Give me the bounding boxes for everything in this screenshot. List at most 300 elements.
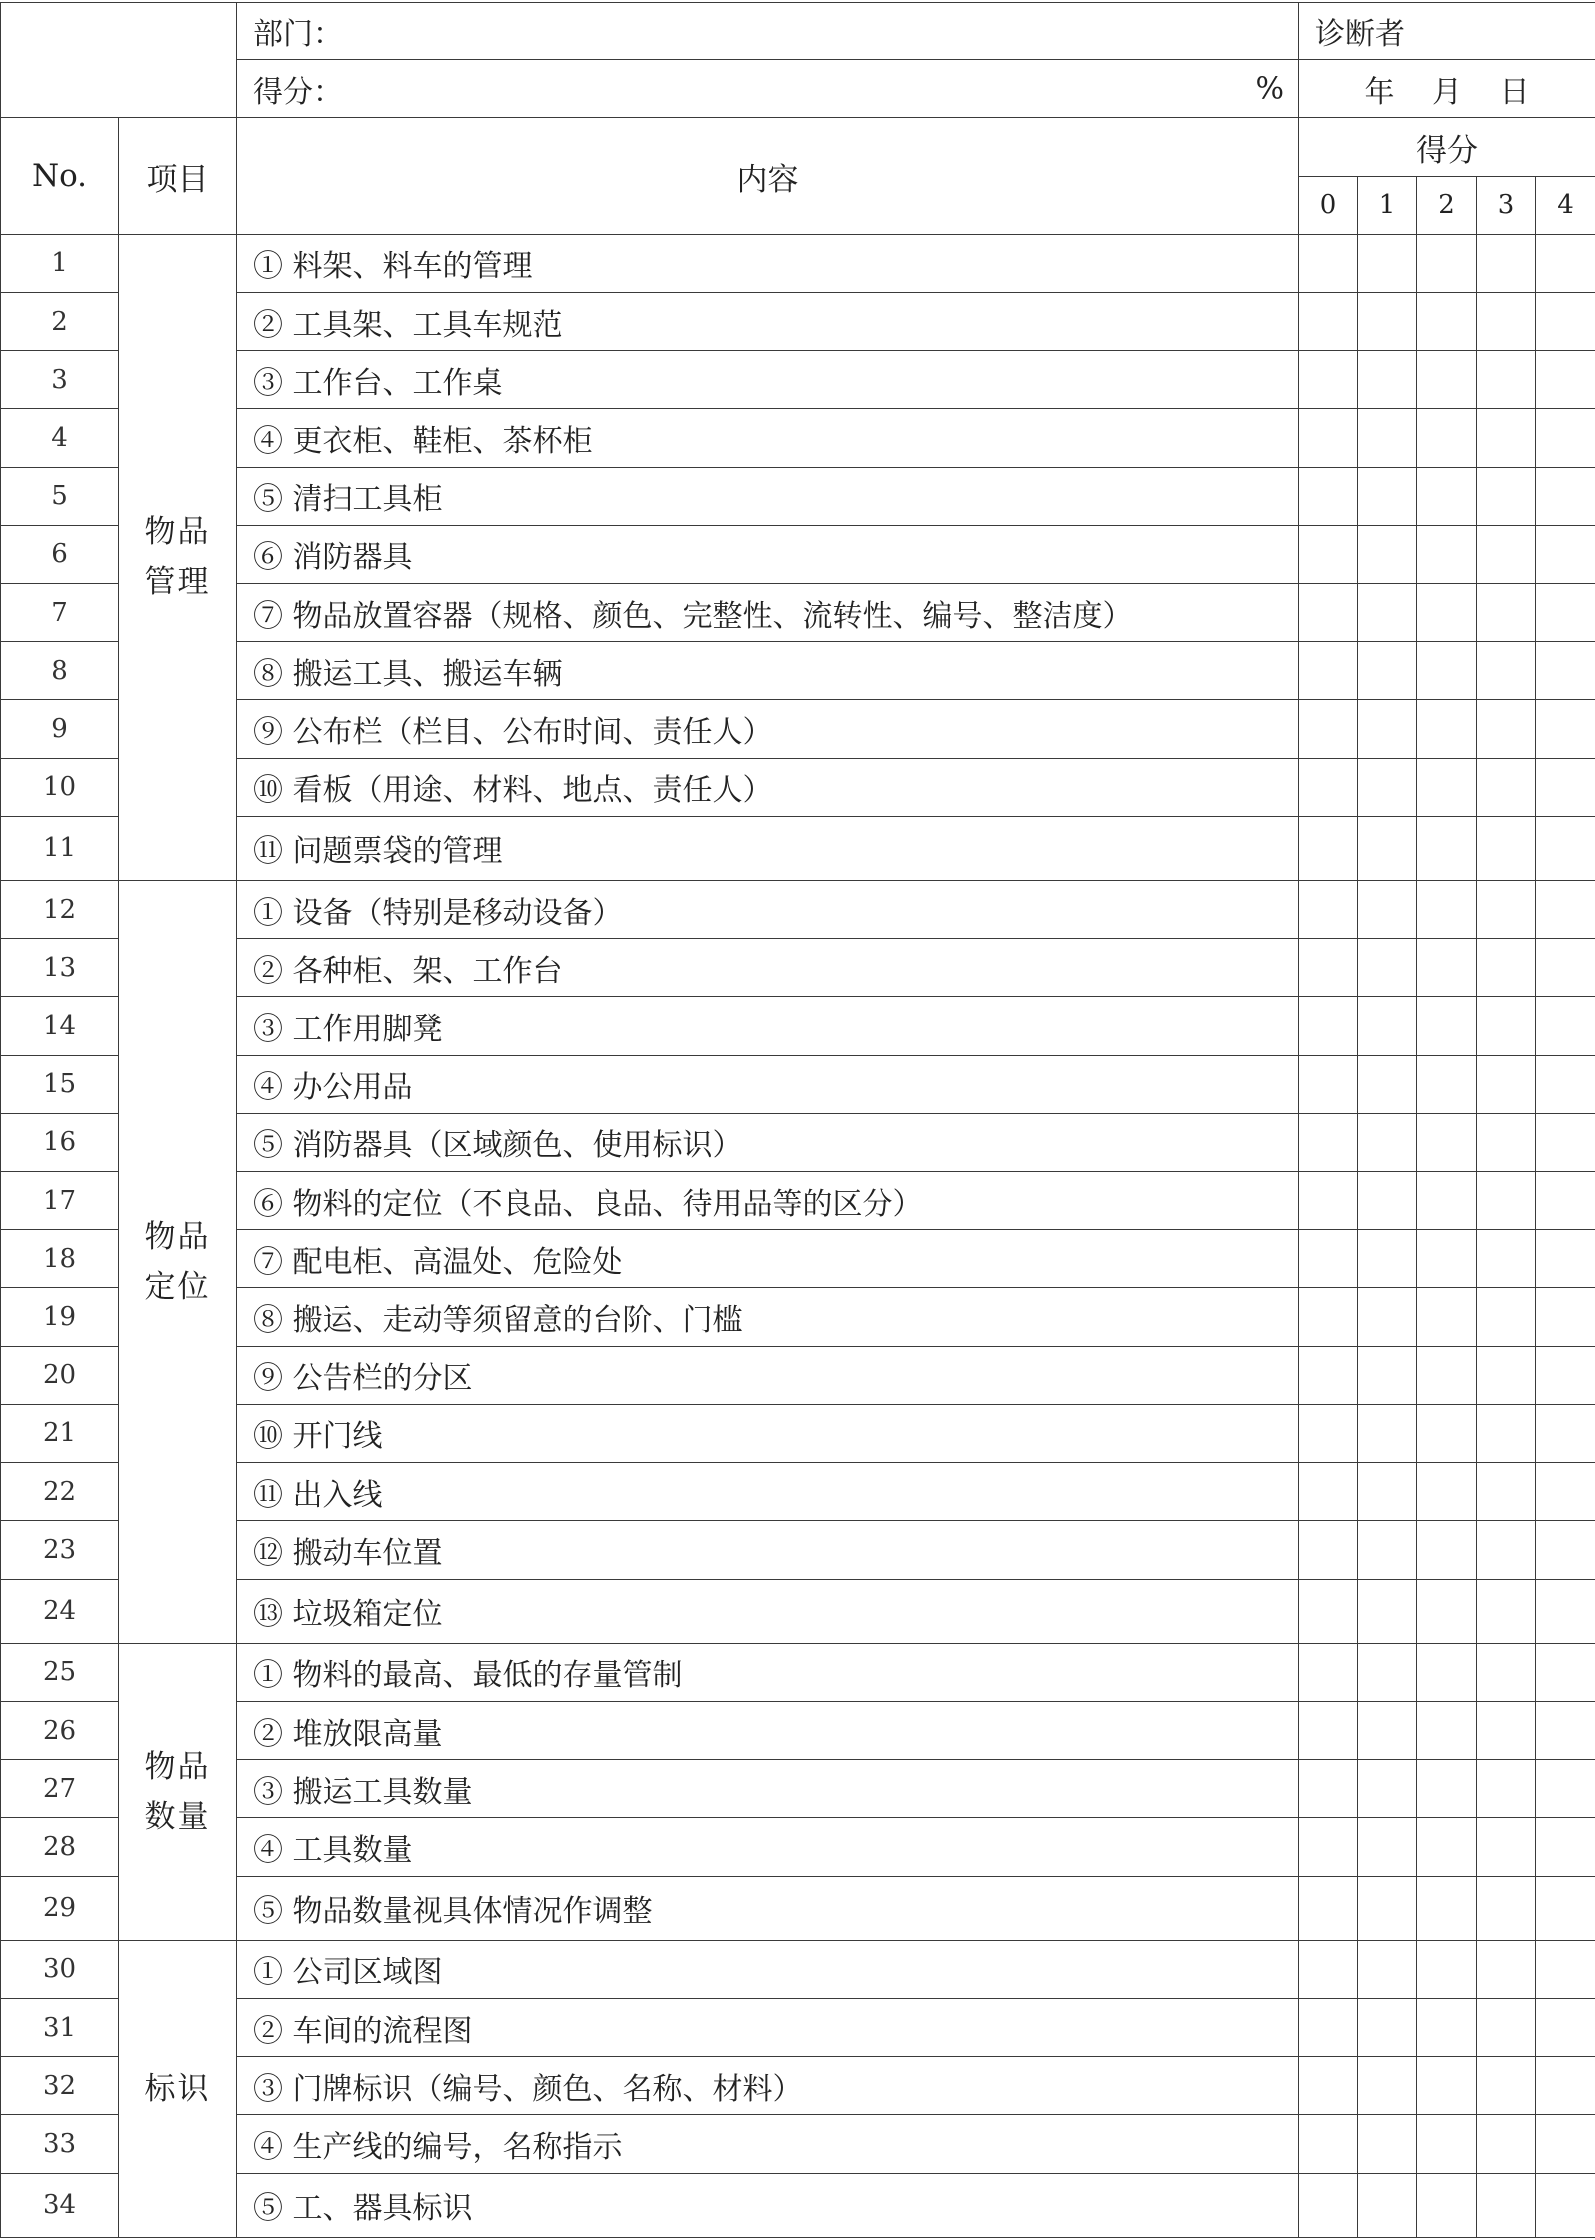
row-number: 2	[1, 293, 119, 351]
checklist-row	[1, 1230, 1595, 1288]
score-cell-2[interactable]	[1417, 1055, 1477, 1113]
score-cell-1[interactable]	[1358, 1643, 1417, 1701]
checklist-row	[1, 1998, 1595, 2056]
category-label: 物品 管理	[144, 514, 211, 601]
score-cell-4[interactable]	[1536, 1404, 1595, 1462]
score-cell-1[interactable]	[1358, 2115, 1417, 2173]
score-cell-3[interactable]	[1477, 409, 1536, 467]
row-number: 1	[1, 234, 119, 292]
score-cell-3[interactable]	[1477, 2057, 1536, 2115]
checklist-row	[1, 881, 1595, 939]
checklist-row	[1, 1521, 1595, 1579]
score-cell-3[interactable]	[1477, 997, 1536, 1055]
score-field[interactable]	[237, 60, 1299, 118]
score-cell-0[interactable]	[1299, 1701, 1358, 1759]
score-cell-0[interactable]	[1299, 1940, 1358, 1998]
score-cell-4[interactable]	[1536, 409, 1595, 467]
blank-corner-cell	[1, 3, 237, 118]
checklist-row	[1, 997, 1595, 1055]
score-cell-3[interactable]	[1477, 758, 1536, 816]
score-cell-4[interactable]	[1536, 1998, 1595, 2056]
row-number: 26	[1, 1701, 119, 1759]
checklist-row	[1, 758, 1595, 816]
category-cell	[119, 1940, 237, 2237]
score-cell-3[interactable]	[1477, 2173, 1536, 2237]
item-content: ⑩ 看板（用途、材料、地点、责任人）	[237, 758, 1299, 816]
score-cell-3[interactable]	[1477, 700, 1536, 758]
score-cell-3[interactable]	[1477, 1579, 1536, 1643]
checklist-row	[1, 1172, 1595, 1230]
score-cell-1[interactable]	[1358, 1876, 1417, 1940]
score-cell-4[interactable]	[1536, 1760, 1595, 1818]
score-cell-3[interactable]	[1477, 584, 1536, 642]
score-cell-4[interactable]	[1536, 881, 1595, 939]
score-cell-4[interactable]	[1536, 642, 1595, 700]
row-number: 6	[1, 525, 119, 583]
department-field[interactable]	[237, 3, 1299, 60]
row-number: 21	[1, 1404, 119, 1462]
score-cell-2[interactable]	[1417, 467, 1477, 525]
item-content: ⑤ 物品数量视具体情况作调整	[237, 1876, 1299, 1940]
score-cell-1[interactable]	[1358, 409, 1417, 467]
diagnoser-label: 诊断者	[1315, 17, 1405, 53]
column-header-item: 项目	[119, 118, 237, 234]
score-cell-1[interactable]	[1358, 1463, 1417, 1521]
checklist-row	[1, 1579, 1595, 1643]
score-cell-4[interactable]	[1536, 2173, 1595, 2237]
item-content: ④ 工具数量	[237, 1818, 1299, 1876]
score-cell-4[interactable]	[1536, 1701, 1595, 1759]
score-cell-0[interactable]	[1299, 1346, 1358, 1404]
score-cell-1[interactable]	[1358, 1113, 1417, 1171]
score-cell-2[interactable]	[1417, 1230, 1477, 1288]
item-content: ② 堆放限高量	[237, 1701, 1299, 1759]
score-level-3: 3	[1477, 176, 1536, 234]
item-content: ② 各种柜、架、工作台	[237, 939, 1299, 997]
score-cell-3[interactable]	[1477, 1404, 1536, 1462]
item-content: ⑥ 消防器具	[237, 525, 1299, 583]
score-cell-0[interactable]	[1299, 467, 1358, 525]
score-cell-1[interactable]	[1358, 467, 1417, 525]
score-label: 得分：	[253, 74, 343, 110]
score-cell-1[interactable]	[1358, 1818, 1417, 1876]
checklist-row	[1, 2115, 1595, 2173]
score-cell-1[interactable]	[1358, 1404, 1417, 1462]
score-cell-0[interactable]	[1299, 409, 1358, 467]
score-cell-4[interactable]	[1536, 1230, 1595, 1288]
score-cell-2[interactable]	[1417, 1760, 1477, 1818]
item-content: ③ 工作用脚凳	[237, 997, 1299, 1055]
checklist-row	[1, 525, 1595, 583]
item-content: ① 料架、料车的管理	[237, 234, 1299, 292]
score-cell-1[interactable]	[1358, 1055, 1417, 1113]
checklist-row	[1, 1404, 1595, 1462]
score-cell-2[interactable]	[1417, 584, 1477, 642]
item-content: ⑫ 搬动车位置	[237, 1521, 1299, 1579]
checklist-row	[1, 1940, 1595, 1998]
item-content: ⑤ 工、器具标识	[237, 2173, 1299, 2237]
score-cell-2[interactable]	[1417, 1521, 1477, 1579]
category-cell	[119, 234, 237, 880]
score-cell-3[interactable]	[1477, 234, 1536, 292]
score-cell-1[interactable]	[1358, 816, 1417, 880]
score-cell-4[interactable]	[1536, 1346, 1595, 1404]
category-label: 物品 定位	[144, 1218, 211, 1305]
score-cell-1[interactable]	[1358, 939, 1417, 997]
score-cell-4[interactable]	[1536, 467, 1595, 525]
row-number: 23	[1, 1521, 119, 1579]
diagnoser-field[interactable]	[1299, 3, 1595, 60]
score-cell-0[interactable]	[1299, 700, 1358, 758]
item-content: ① 设备（特别是移动设备）	[237, 881, 1299, 939]
row-number: 14	[1, 997, 119, 1055]
checklist-row	[1, 1876, 1595, 1940]
score-cell-2[interactable]	[1417, 1876, 1477, 1940]
item-content: ③ 搬运工具数量	[237, 1760, 1299, 1818]
checklist-row	[1, 939, 1595, 997]
score-cell-4[interactable]	[1536, 997, 1595, 1055]
score-cell-4[interactable]	[1536, 1940, 1595, 1998]
row-number: 19	[1, 1288, 119, 1346]
checklist-row	[1, 1463, 1595, 1521]
score-cell-3[interactable]	[1477, 1172, 1536, 1230]
score-cell-0[interactable]	[1299, 234, 1358, 292]
item-content: ⑤ 清扫工具柜	[237, 467, 1299, 525]
score-cell-0[interactable]	[1299, 351, 1358, 409]
item-content: ④ 办公用品	[237, 1055, 1299, 1113]
score-cell-4[interactable]	[1536, 1521, 1595, 1579]
score-cell-1[interactable]	[1358, 997, 1417, 1055]
checklist-row	[1, 409, 1595, 467]
score-cell-1[interactable]	[1358, 584, 1417, 642]
score-cell-3[interactable]	[1477, 351, 1536, 409]
checklist-row	[1, 234, 1595, 292]
score-cell-1[interactable]	[1358, 881, 1417, 939]
score-cell-3[interactable]	[1477, 939, 1536, 997]
item-content: ③ 工作台、工作桌	[237, 351, 1299, 409]
score-cell-3[interactable]	[1477, 1701, 1536, 1759]
category-label: 物品 数量	[144, 1748, 211, 1835]
score-cell-2[interactable]	[1417, 997, 1477, 1055]
item-content: ⑧ 搬运工具、搬运车辆	[237, 642, 1299, 700]
checklist-row	[1, 1346, 1595, 1404]
checklist-row	[1, 1288, 1595, 1346]
row-number: 25	[1, 1643, 119, 1701]
row-number: 12	[1, 881, 119, 939]
item-content: ① 公司区域图	[237, 1940, 1299, 1998]
score-cell-2[interactable]	[1417, 816, 1477, 880]
row-number: 30	[1, 1940, 119, 1998]
score-cell-1[interactable]	[1358, 1521, 1417, 1579]
item-content: ⑪ 出入线	[237, 1463, 1299, 1521]
score-cell-3[interactable]	[1477, 1818, 1536, 1876]
row-number: 5	[1, 467, 119, 525]
score-cell-2[interactable]	[1417, 700, 1477, 758]
item-content: ② 工具架、工具车规范	[237, 293, 1299, 351]
score-cell-2[interactable]	[1417, 2115, 1477, 2173]
checklist-row	[1, 816, 1595, 880]
row-number: 7	[1, 584, 119, 642]
score-cell-2[interactable]	[1417, 1404, 1477, 1462]
score-cell-4[interactable]	[1536, 758, 1595, 816]
score-cell-0[interactable]	[1299, 1579, 1358, 1643]
score-cell-4[interactable]	[1536, 2115, 1595, 2173]
score-cell-4[interactable]	[1536, 700, 1595, 758]
row-number: 22	[1, 1463, 119, 1521]
score-cell-2[interactable]	[1417, 234, 1477, 292]
row-number: 28	[1, 1818, 119, 1876]
score-cell-3[interactable]	[1477, 642, 1536, 700]
row-number: 24	[1, 1579, 119, 1643]
checklist-row	[1, 351, 1595, 409]
item-content: ⑪ 问题票袋的管理	[237, 816, 1299, 880]
score-cell-2[interactable]	[1417, 758, 1477, 816]
score-cell-1[interactable]	[1358, 293, 1417, 351]
score-cell-2[interactable]	[1417, 293, 1477, 351]
score-cell-2[interactable]	[1417, 1579, 1477, 1643]
checklist-row	[1, 467, 1595, 525]
score-cell-1[interactable]	[1358, 1998, 1417, 2056]
score-cell-0[interactable]	[1299, 1172, 1358, 1230]
score-cell-4[interactable]	[1536, 1643, 1595, 1701]
score-cell-4[interactable]	[1536, 1876, 1595, 1940]
score-cell-4[interactable]	[1536, 816, 1595, 880]
percent-sign: %	[1255, 71, 1284, 107]
item-content: ⑦ 配电柜、高温处、危险处	[237, 1230, 1299, 1288]
score-cell-0[interactable]	[1299, 2115, 1358, 2173]
score-cell-1[interactable]	[1358, 1940, 1417, 1998]
row-number: 29	[1, 1876, 119, 1940]
checklist-row	[1, 584, 1595, 642]
item-content: ⑬ 垃圾箱定位	[237, 1579, 1299, 1643]
score-cell-4[interactable]	[1536, 939, 1595, 997]
score-cell-0[interactable]	[1299, 816, 1358, 880]
score-cell-2[interactable]	[1417, 881, 1477, 939]
score-cell-0[interactable]	[1299, 1055, 1358, 1113]
item-content: ⑩ 开门线	[237, 1404, 1299, 1462]
score-cell-1[interactable]	[1358, 1230, 1417, 1288]
score-cell-3[interactable]	[1477, 1055, 1536, 1113]
item-content: ② 车间的流程图	[237, 1998, 1299, 2056]
score-cell-0[interactable]	[1299, 1463, 1358, 1521]
score-level-0: 0	[1299, 176, 1358, 234]
score-level-2: 2	[1417, 176, 1477, 234]
row-number: 15	[1, 1055, 119, 1113]
checklist-row	[1, 700, 1595, 758]
score-cell-3[interactable]	[1477, 1463, 1536, 1521]
score-cell-1[interactable]	[1358, 234, 1417, 292]
score-cell-0[interactable]	[1299, 1876, 1358, 1940]
score-cell-2[interactable]	[1417, 2173, 1477, 2237]
score-cell-3[interactable]	[1477, 1346, 1536, 1404]
row-number: 10	[1, 758, 119, 816]
score-cell-1[interactable]	[1358, 700, 1417, 758]
score-cell-0[interactable]	[1299, 1404, 1358, 1462]
column-header-content: 内容	[237, 118, 1299, 234]
score-cell-1[interactable]	[1358, 525, 1417, 583]
row-number: 32	[1, 2057, 119, 2115]
score-cell-2[interactable]	[1417, 525, 1477, 583]
column-header-score: 得分	[1299, 118, 1595, 176]
row-number: 4	[1, 409, 119, 467]
checklist-row	[1, 1818, 1595, 1876]
row-number: 11	[1, 816, 119, 880]
score-cell-0[interactable]	[1299, 642, 1358, 700]
score-cell-1[interactable]	[1358, 351, 1417, 409]
row-number: 9	[1, 700, 119, 758]
score-cell-1[interactable]	[1358, 1760, 1417, 1818]
score-cell-3[interactable]	[1477, 1521, 1536, 1579]
score-cell-3[interactable]	[1477, 1230, 1536, 1288]
column-header-no: No.	[1, 118, 119, 234]
score-cell-4[interactable]	[1536, 1579, 1595, 1643]
row-number: 8	[1, 642, 119, 700]
score-cell-0[interactable]	[1299, 584, 1358, 642]
date-year-label: 年	[1364, 74, 1395, 110]
row-number: 31	[1, 1998, 119, 2056]
date-day-label: 日	[1499, 74, 1530, 110]
score-cell-3[interactable]	[1477, 1113, 1536, 1171]
score-cell-1[interactable]	[1358, 642, 1417, 700]
score-cell-3[interactable]	[1477, 525, 1536, 583]
score-cell-0[interactable]	[1299, 2057, 1358, 2115]
checklist-row	[1, 293, 1595, 351]
score-cell-0[interactable]	[1299, 1643, 1358, 1701]
item-content: ⑦ 物品放置容器（规格、颜色、完整性、流转性、编号、整洁度）	[237, 584, 1299, 642]
score-cell-3[interactable]	[1477, 293, 1536, 351]
item-content: ⑧ 搬运、走动等须留意的台阶、门槛	[237, 1288, 1299, 1346]
score-cell-2[interactable]	[1417, 1998, 1477, 2056]
score-cell-2[interactable]	[1417, 1818, 1477, 1876]
score-cell-0[interactable]	[1299, 1288, 1358, 1346]
row-number: 33	[1, 2115, 119, 2173]
score-cell-2[interactable]	[1417, 1701, 1477, 1759]
score-cell-3[interactable]	[1477, 1998, 1536, 2056]
item-content: ⑥ 物料的定位（不良品、良品、待用品等的区分）	[237, 1172, 1299, 1230]
score-cell-0[interactable]	[1299, 1230, 1358, 1288]
score-cell-4[interactable]	[1536, 1113, 1595, 1171]
row-number: 3	[1, 351, 119, 409]
score-cell-3[interactable]	[1477, 2115, 1536, 2173]
score-cell-0[interactable]	[1299, 2173, 1358, 2237]
score-cell-0[interactable]	[1299, 997, 1358, 1055]
checklist-row	[1, 1055, 1595, 1113]
checklist-row	[1, 1113, 1595, 1171]
item-content: ⑨ 公告栏的分区	[237, 1346, 1299, 1404]
score-cell-4[interactable]	[1536, 351, 1595, 409]
item-content: ① 物料的最高、最低的存量管制	[237, 1643, 1299, 1701]
checklist-row	[1, 1643, 1595, 1701]
score-cell-4[interactable]	[1536, 584, 1595, 642]
category-label: 标识	[144, 2070, 211, 2107]
score-cell-0[interactable]	[1299, 939, 1358, 997]
score-cell-2[interactable]	[1417, 409, 1477, 467]
score-cell-2[interactable]	[1417, 1288, 1477, 1346]
row-number: 27	[1, 1760, 119, 1818]
item-content: ④ 更衣柜、鞋柜、茶杯柜	[237, 409, 1299, 467]
item-content: ④ 生产线的编号，名称指示	[237, 2115, 1299, 2173]
score-cell-4[interactable]	[1536, 1818, 1595, 1876]
row-number: 18	[1, 1230, 119, 1288]
checklist-row	[1, 2057, 1595, 2115]
score-cell-4[interactable]	[1536, 293, 1595, 351]
score-cell-1[interactable]	[1358, 1288, 1417, 1346]
score-cell-0[interactable]	[1299, 758, 1358, 816]
score-cell-1[interactable]	[1358, 2057, 1417, 2115]
category-cell	[119, 1643, 237, 1940]
row-number: 13	[1, 939, 119, 997]
score-cell-1[interactable]	[1358, 1701, 1417, 1759]
score-cell-0[interactable]	[1299, 1760, 1358, 1818]
score-cell-2[interactable]	[1417, 1346, 1477, 1404]
score-cell-3[interactable]	[1477, 1643, 1536, 1701]
score-cell-4[interactable]	[1536, 2057, 1595, 2115]
score-cell-1[interactable]	[1358, 1172, 1417, 1230]
checklist-row	[1, 642, 1595, 700]
score-cell-3[interactable]	[1477, 881, 1536, 939]
score-cell-3[interactable]	[1477, 1876, 1536, 1940]
score-cell-4[interactable]	[1536, 525, 1595, 583]
score-cell-1[interactable]	[1358, 1579, 1417, 1643]
score-cell-0[interactable]	[1299, 1818, 1358, 1876]
score-cell-1[interactable]	[1358, 2173, 1417, 2237]
score-cell-0[interactable]	[1299, 881, 1358, 939]
score-cell-3[interactable]	[1477, 467, 1536, 525]
row-number: 34	[1, 2173, 119, 2237]
score-cell-0[interactable]	[1299, 1998, 1358, 2056]
score-cell-4[interactable]	[1536, 1172, 1595, 1230]
score-cell-2[interactable]	[1417, 1463, 1477, 1521]
score-cell-2[interactable]	[1417, 351, 1477, 409]
score-cell-1[interactable]	[1358, 1346, 1417, 1404]
score-level-4: 4	[1536, 176, 1595, 234]
item-content: ⑤ 消防器具（区域颜色、使用标识）	[237, 1113, 1299, 1171]
score-cell-4[interactable]	[1536, 234, 1595, 292]
score-cell-2[interactable]	[1417, 642, 1477, 700]
score-cell-0[interactable]	[1299, 525, 1358, 583]
score-cell-3[interactable]	[1477, 1940, 1536, 1998]
checklist-row	[1, 2173, 1595, 2237]
item-content: ③ 门牌标识（编号、颜色、名称、材料）	[237, 2057, 1299, 2115]
score-cell-4[interactable]	[1536, 1288, 1595, 1346]
score-cell-0[interactable]	[1299, 293, 1358, 351]
date-month-label: 月	[1432, 74, 1463, 110]
row-number: 20	[1, 1346, 119, 1404]
department-label: 部门：	[253, 17, 343, 53]
score-level-1: 1	[1358, 176, 1417, 234]
score-cell-2[interactable]	[1417, 1940, 1477, 1998]
checklist-row	[1, 1760, 1595, 1818]
score-cell-2[interactable]	[1417, 2057, 1477, 2115]
score-cell-0[interactable]	[1299, 1113, 1358, 1171]
score-cell-4[interactable]	[1536, 1463, 1595, 1521]
score-cell-1[interactable]	[1358, 758, 1417, 816]
score-cell-2[interactable]	[1417, 1172, 1477, 1230]
item-content: ⑨ 公布栏（栏目、公布时间、责任人）	[237, 700, 1299, 758]
score-cell-3[interactable]	[1477, 816, 1536, 880]
score-cell-0[interactable]	[1299, 1521, 1358, 1579]
score-cell-2[interactable]	[1417, 1113, 1477, 1171]
score-cell-2[interactable]	[1417, 1643, 1477, 1701]
row-number: 17	[1, 1172, 119, 1230]
score-cell-3[interactable]	[1477, 1288, 1536, 1346]
score-cell-3[interactable]	[1477, 1760, 1536, 1818]
date-field[interactable]	[1299, 60, 1595, 118]
row-number: 16	[1, 1113, 119, 1171]
score-cell-4[interactable]	[1536, 1055, 1595, 1113]
diagnosis-form-table	[0, 2, 1595, 2238]
score-cell-2[interactable]	[1417, 939, 1477, 997]
